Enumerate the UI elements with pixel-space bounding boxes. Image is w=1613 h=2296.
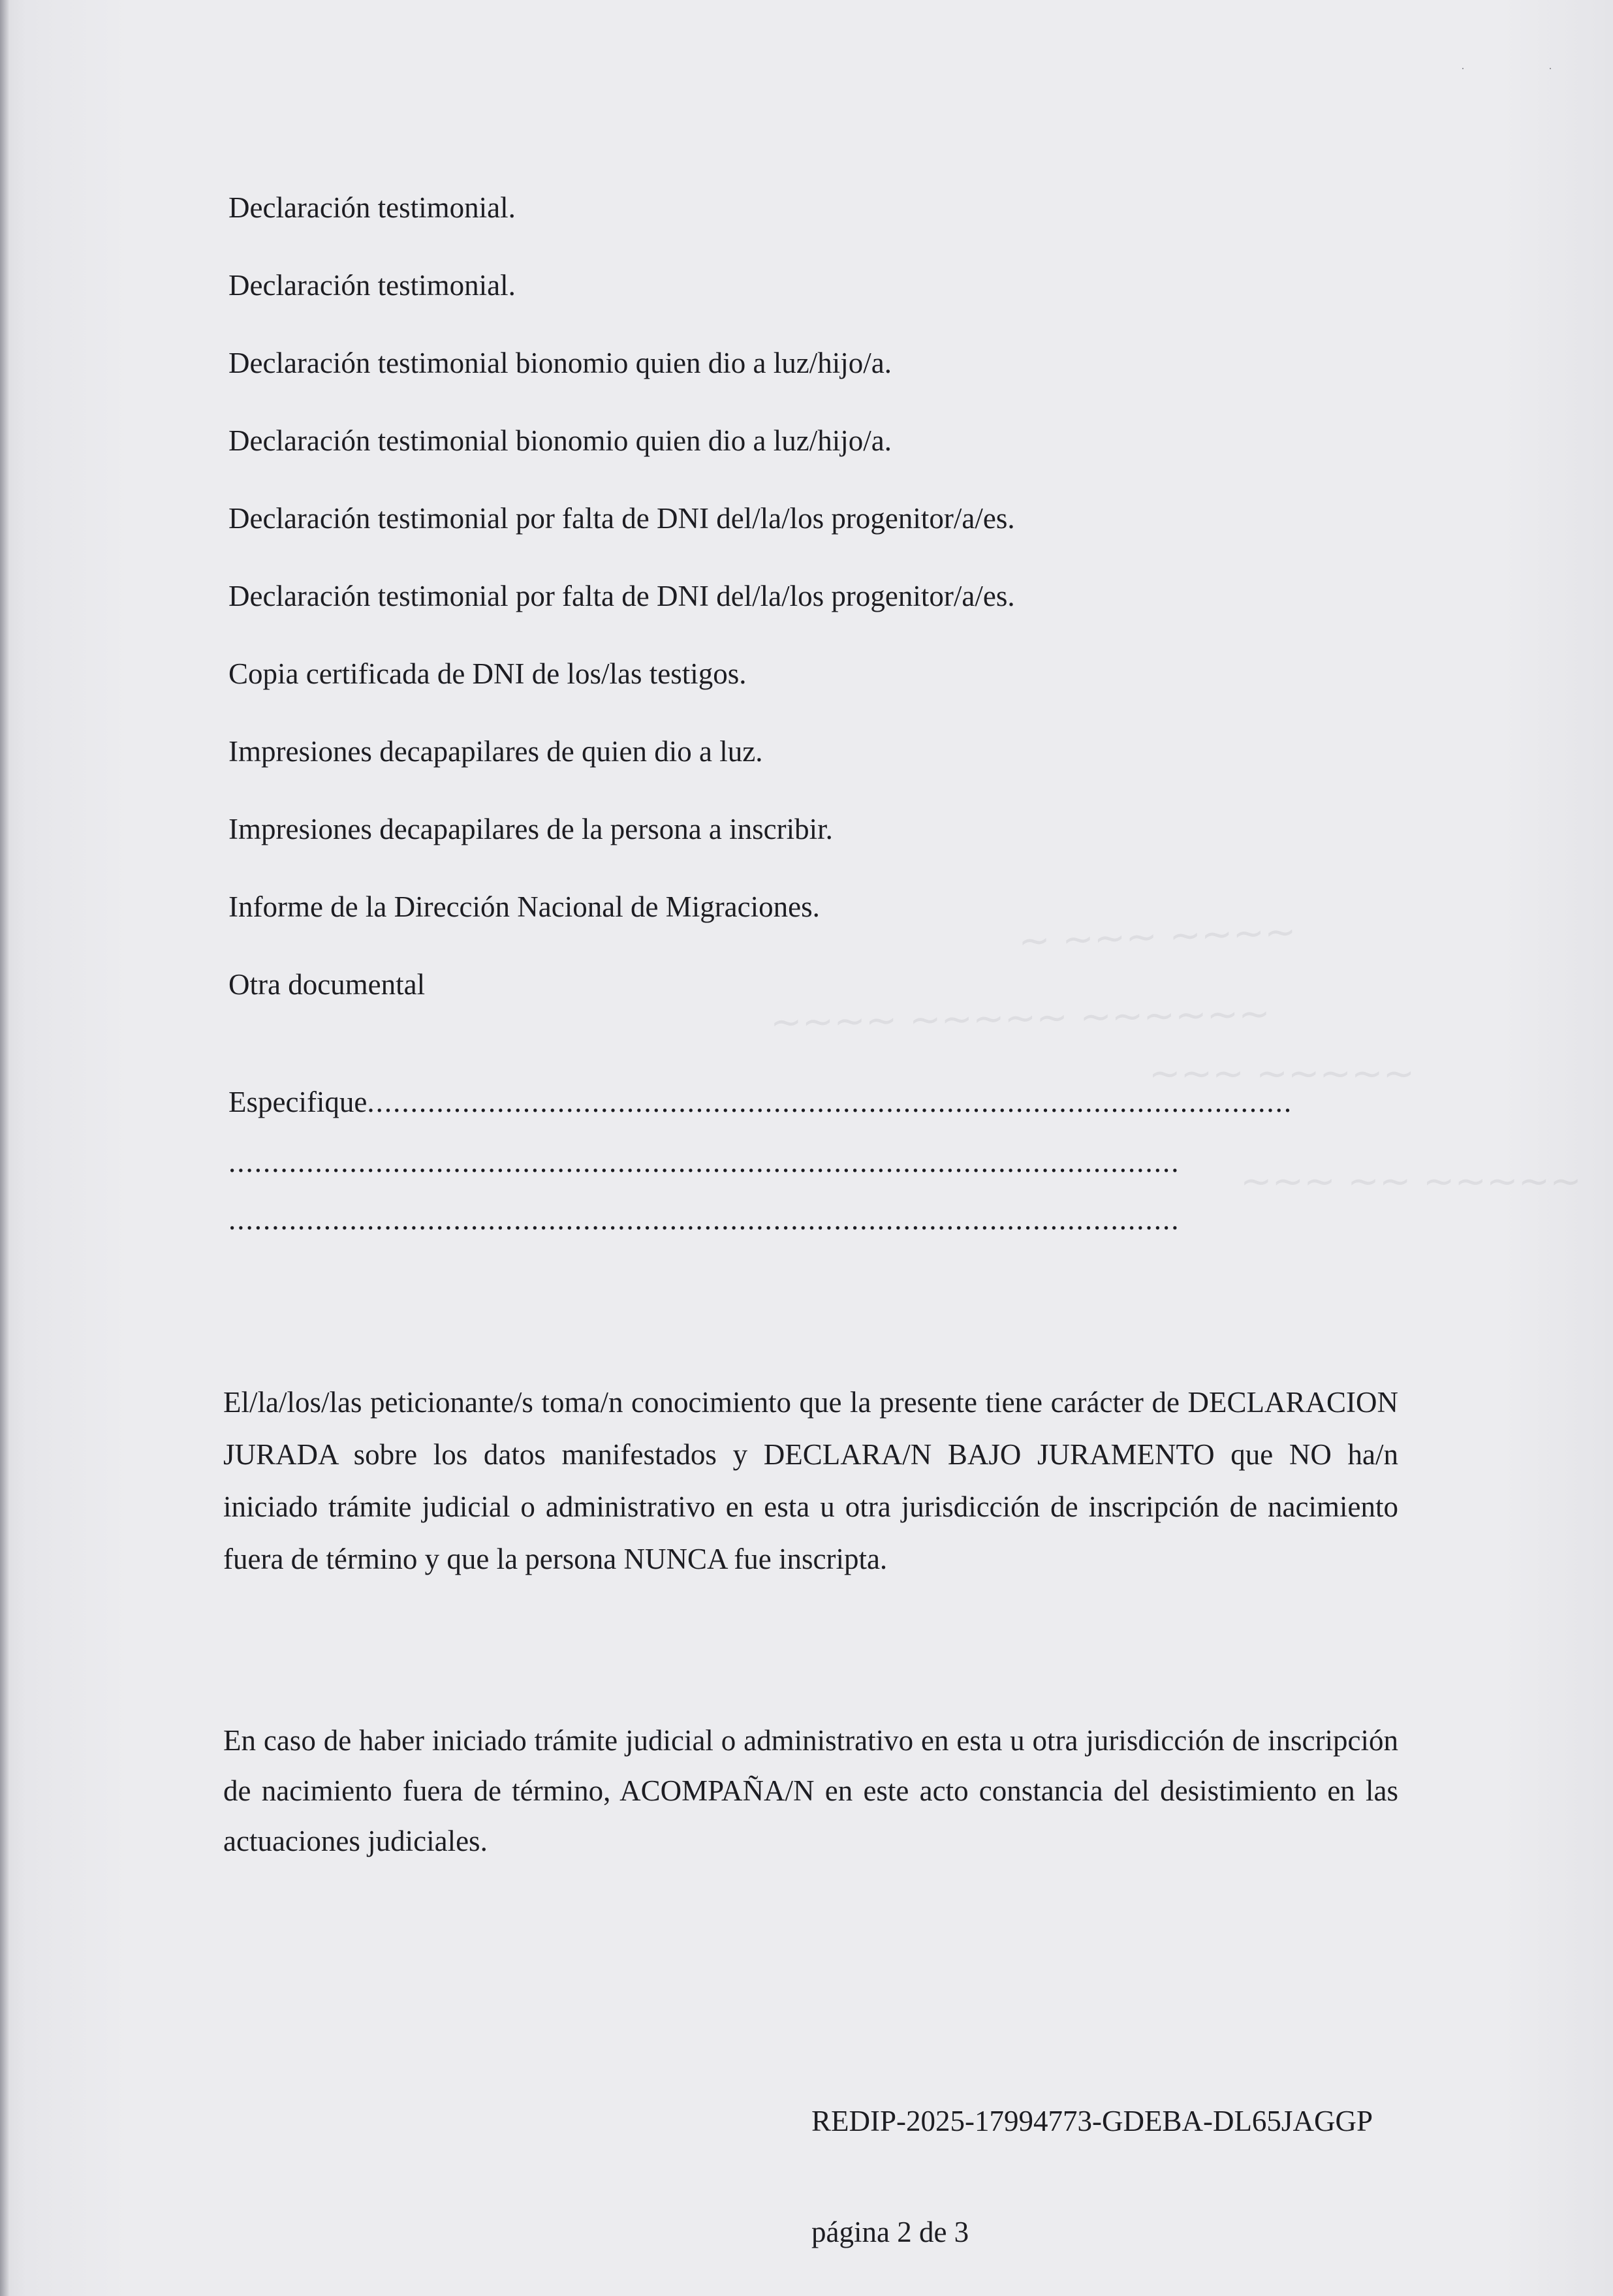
list-item: Impresiones decapapilares de la persona a inscribir. [228,813,833,845]
withdrawal-paragraph: En caso de haber iniciado trámite judicial o administrativo en esta u otra jurisdicción de inscripción de nacimiento fuera de término, ACOMPAÑA/N en este acto constancia del desistimiento en las actuaciones judiciales. [223,1724,1398,1857]
scan-edge-shadow [0,0,9,2296]
specify-label: Especifique [228,1086,368,1118]
bleed-through-mark: ~~~ ~~~~~ [1149,1051,1415,1095]
specify-dots: ........................................................................................................... [367,1086,1293,1118]
list-item: Copia certificada de DNI de los/las testigos. [228,657,747,690]
specify-field-line-3 [228,1201,1390,1238]
specify-dots: .............................................................................................................. [228,1146,1180,1178]
bleed-through-mark: ~~~ ~~ ~~~~~ [1240,1159,1582,1203]
document-reference-code: REDIP-2025-17994773-GDEBA-DL65JAGGP [811,2105,1373,2137]
bleed-through-mark: ~~~~ ~~~~~ ~~~~~~ [770,991,1271,1045]
specify-field-line-2 [228,1144,1390,1180]
bleed-through-mark: ~ ~~~ ~~~~ [1017,909,1297,964]
list-item: Otra documental [228,968,426,1001]
list-item: Declaración testimonial por falta de DNI del/la/los progenitor/a/es. [228,580,1015,612]
specify-field-line-1 [228,1084,1390,1120]
list-item: Declaración testimonial bionomio quien dio a luz/hijo/a. [228,347,892,379]
page-number: página 2 de 3 [811,2216,969,2248]
list-item: Informe de la Dirección Nacional de Migraciones. [228,890,820,923]
scan-speck: · [1461,62,1465,75]
scan-speck: · [1548,62,1552,75]
document-list [228,189,1403,1044]
specify-dots: .............................................................................................................. [228,1203,1180,1236]
list-item: Declaración testimonial por falta de DNI del/la/los progenitor/a/es. [228,502,1015,535]
list-item: Declaración testimonial. [228,191,516,224]
list-item: Impresiones decapapilares de quien dio a luz. [228,735,763,768]
list-item: Declaración testimonial. [228,269,516,302]
sworn-declaration-paragraph: El/la/los/las peticionante/s toma/n conocimiento que la presente tiene carácter de DECLARACION JURADA sobre los datos manifestados y DECLARA/N BAJO JURAMENTO que NO ha/n iniciado trámite judicial o administrativo en esta u otra jurisdicción de inscripción de nacimiento fuera de término y que la persona NUNCA fue inscripta. [223,1386,1398,1575]
list-item: Declaración testimonial bionomio quien dio a luz/hijo/a. [228,424,892,457]
